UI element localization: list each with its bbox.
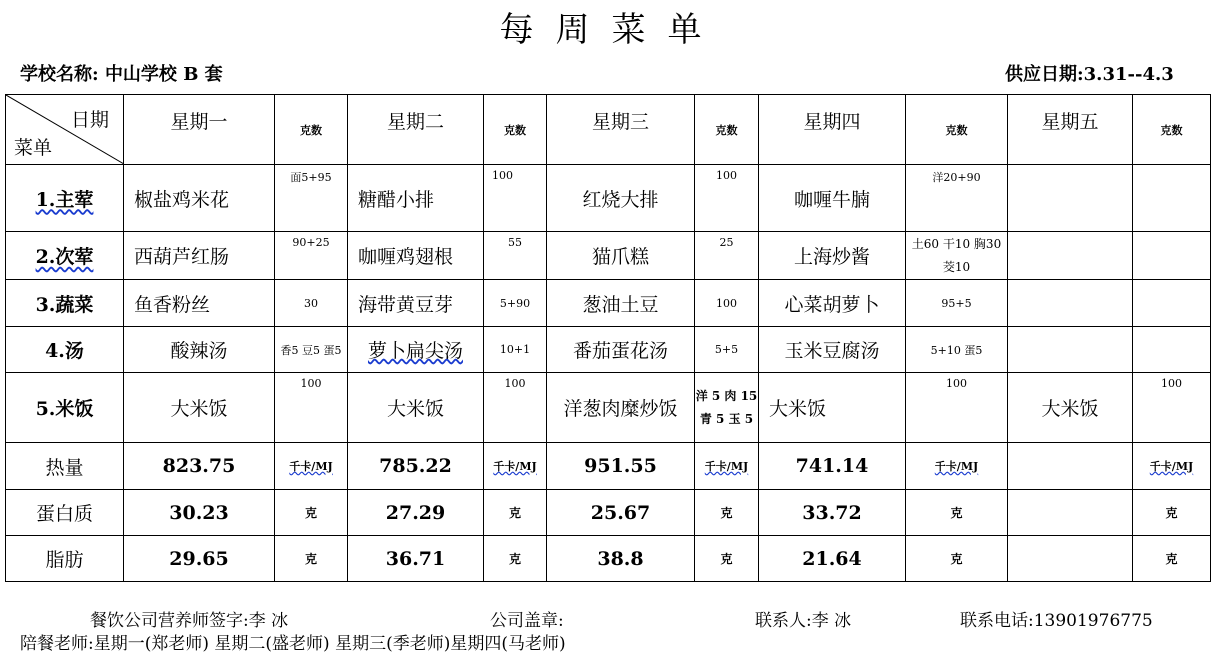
row-label: 蛋白质: [6, 490, 124, 536]
dish-cell: 鱼香粉丝: [124, 280, 275, 327]
empty-cell: [1133, 232, 1211, 280]
dish-cell: 大米饭: [1008, 373, 1133, 443]
header-grams: 克数: [1133, 95, 1211, 165]
row-label: 4.汤: [6, 327, 124, 373]
grams-cell: 90+25: [275, 232, 348, 280]
unit-cell: 千卡/MJ: [695, 443, 759, 490]
unit-cell: 克: [1133, 490, 1211, 536]
value-cell: 29.65: [124, 536, 275, 582]
empty-cell: [1008, 327, 1133, 373]
value-cell: 21.64: [759, 536, 906, 582]
unit-cell: 克: [695, 490, 759, 536]
accompanying-teachers: 陪餐老师:星期一(郑老师) 星期二(盛老师) 星期三(季老师)星期四(马老师): [20, 634, 566, 654]
unit-cell: 千卡/MJ: [275, 443, 348, 490]
school-value: 中山学校 B 套: [104, 64, 223, 85]
menu-table: [5, 94, 1211, 582]
dish-cell: 西葫芦红肠: [124, 232, 275, 280]
unit-cell: 克: [695, 536, 759, 582]
value-cell: 785.22: [348, 443, 484, 490]
header-mon: 星期一: [124, 95, 275, 165]
header-row: [6, 95, 1211, 165]
table-row: [6, 232, 1211, 280]
grams-cell: 100: [695, 165, 759, 232]
dish-cell: 洋葱肉糜炒饭: [547, 373, 695, 443]
dish-cell: 大米饭: [759, 373, 906, 443]
header-fri: 星期五: [1008, 95, 1133, 165]
value-cell: 38.8: [547, 536, 695, 582]
row-label: 2.次荤: [6, 232, 124, 280]
grams-cell: 面5+95: [275, 165, 348, 232]
empty-cell: [1008, 490, 1133, 536]
dish-cell: 玉米豆腐汤: [759, 327, 906, 373]
row-label: 热量: [6, 443, 124, 490]
grams-cell: 95+5: [906, 280, 1008, 327]
grams-cell: 55: [484, 232, 547, 280]
grams-cell: 5+90: [484, 280, 547, 327]
dish-cell: 猫爪糕: [547, 232, 695, 280]
header-grams: 克数: [695, 95, 759, 165]
row-label: 脂肪: [6, 536, 124, 582]
table-row: [6, 165, 1211, 232]
row-label: 3.蔬菜: [6, 280, 124, 327]
unit-cell: 克: [275, 536, 348, 582]
dish-cell: 萝卜扁尖汤: [348, 327, 484, 373]
value-cell: 36.71: [348, 536, 484, 582]
unit-cell: 克: [906, 536, 1008, 582]
value-cell: 30.23: [124, 490, 275, 536]
supply-value: 3.31--4.3: [1083, 64, 1174, 85]
empty-cell: [1008, 165, 1133, 232]
supply-date: [1005, 60, 1174, 86]
contact-phone: 联系电话:13901976775: [960, 611, 1153, 631]
header-grams: 克数: [275, 95, 348, 165]
dish-cell: 大米饭: [348, 373, 484, 443]
empty-cell: [1008, 232, 1133, 280]
page-title: 每周菜单: [499, 10, 724, 50]
value-cell: 741.14: [759, 443, 906, 490]
company-seal: 公司盖章:: [490, 611, 564, 631]
dish-cell: 心菜胡萝卜: [759, 280, 906, 327]
corner-cell: [6, 95, 124, 165]
value-cell: 33.72: [759, 490, 906, 536]
unit-cell: 克: [1133, 536, 1211, 582]
empty-cell: [1133, 327, 1211, 373]
unit-cell: 克: [484, 490, 547, 536]
dish-cell: 海带黄豆芽: [348, 280, 484, 327]
value-cell: 951.55: [547, 443, 695, 490]
dish-cell: 大米饭: [124, 373, 275, 443]
grams-cell: 25: [695, 232, 759, 280]
dish-cell: 椒盐鸡米花: [124, 165, 275, 232]
table-row: [6, 373, 1211, 443]
header-wed: 星期三: [547, 95, 695, 165]
value-cell: 823.75: [124, 443, 275, 490]
row-label: 5.米饭: [6, 373, 124, 443]
unit-cell: 千卡/MJ: [484, 443, 547, 490]
dish-cell: 咖喱鸡翅根: [348, 232, 484, 280]
school-name: [20, 60, 223, 86]
dish-cell: 上海炒酱: [759, 232, 906, 280]
grams-cell: 100: [1133, 373, 1211, 443]
dish-cell: 葱油土豆: [547, 280, 695, 327]
empty-cell: [1008, 443, 1133, 490]
value-cell: 27.29: [348, 490, 484, 536]
row-label: 1.主荤: [6, 165, 124, 232]
grams-cell: 洋20+90: [906, 165, 1008, 232]
corner-dish: 菜单: [14, 137, 53, 159]
dish-cell: 糖醋小排: [348, 165, 484, 232]
dish-cell: 红烧大排: [547, 165, 695, 232]
grams-cell: 5+10 蛋5: [906, 327, 1008, 373]
grams-cell: 100: [484, 373, 547, 443]
grams-cell: 5+5: [695, 327, 759, 373]
unit-cell: 千卡/MJ: [906, 443, 1008, 490]
table-row: [6, 490, 1211, 536]
table-row: [6, 327, 1211, 373]
value-cell: 25.67: [547, 490, 695, 536]
table-row: [6, 443, 1211, 490]
header-grams: 克数: [484, 95, 547, 165]
supply-label: 供应日期:: [1005, 64, 1084, 85]
empty-cell: [1008, 536, 1133, 582]
grams-cell: 100: [695, 280, 759, 327]
grams-cell: 10+1: [484, 327, 547, 373]
grams-cell: 100: [906, 373, 1008, 443]
unit-cell: 克: [906, 490, 1008, 536]
grams-cell: 洋 5 肉 15 青 5 玉 5: [695, 373, 759, 443]
dish-cell: 酸辣汤: [124, 327, 275, 373]
unit-cell: 克: [275, 490, 348, 536]
empty-cell: [1133, 165, 1211, 232]
grams-cell: 土60 干10 胸30 茭10: [906, 232, 1008, 280]
dish-cell: 咖喱牛腩: [759, 165, 906, 232]
contact-person: 联系人:李 冰: [755, 611, 852, 631]
unit-cell: 克: [484, 536, 547, 582]
table-row: [6, 536, 1211, 582]
empty-cell: [1008, 280, 1133, 327]
empty-cell: [1133, 280, 1211, 327]
header-tue: 星期二: [348, 95, 484, 165]
header-thu: 星期四: [759, 95, 906, 165]
grams-cell: 30: [275, 280, 348, 327]
table-row: [6, 280, 1211, 327]
nutritionist-signature: 餐饮公司营养师签字:李 冰: [90, 611, 289, 631]
dish-cell: 番茄蛋花汤: [547, 327, 695, 373]
header-grams: 克数: [906, 95, 1008, 165]
unit-cell: 千卡/MJ: [1133, 443, 1211, 490]
grams-cell: 香5 豆5 蛋5: [275, 327, 348, 373]
grams-cell: 100: [484, 165, 547, 232]
grams-cell: 100: [275, 373, 348, 443]
school-label: 学校名称:: [20, 64, 99, 85]
corner-date: 日期: [70, 109, 109, 131]
